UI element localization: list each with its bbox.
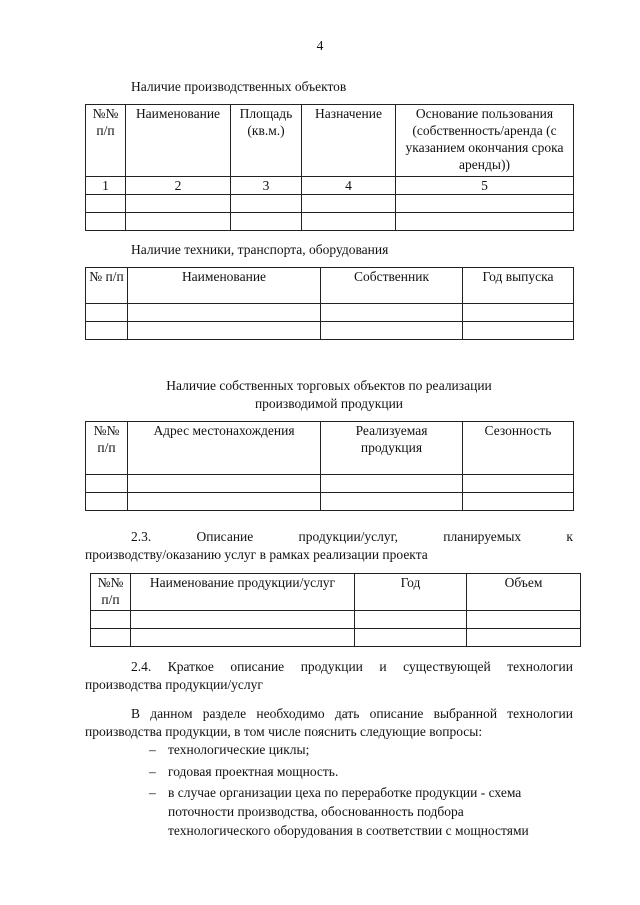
header-number: №№ п/п [86,422,128,475]
header-purpose: Назначение [302,105,396,177]
list-item-continuation: поточности производства, обоснованность подбора [168,804,464,819]
facilities-title: Наличие производственных объектов [131,79,347,94]
section-2-4-heading-line1: 2.4. Краткое описание продукции и существующей технологии [131,659,573,674]
header-year: Год выпуска [463,268,574,304]
header-product-name: Наименование продукции/услуг [131,574,355,611]
products-table [90,573,581,647]
intro-line2: производства продукции, в том числе пояснить следующие вопросы: [85,724,483,739]
column-number: 5 [396,177,574,195]
heading-word: продукции/услуг, [298,529,399,544]
table-row [86,304,574,322]
header-address: Адрес местонахождения [128,422,321,475]
heading-word: Описание [196,529,254,544]
header-number: №№ п/п [86,105,126,177]
table-row [86,322,574,340]
header-number: № п/п [86,268,128,304]
list-item: в случае организации цеха по переработке продукции - схема [168,785,522,800]
facilities-table [85,104,574,231]
header-volume: Объем [467,574,581,611]
header-year: Год [355,574,467,611]
table-header-row [91,574,581,611]
header-owner: Собственник [321,268,463,304]
section-number: 2.3. [131,529,152,544]
header-number: №№ п/п [91,574,131,611]
section-2-4-heading-line2: производства продукции/услуг [85,677,263,692]
table-row [86,475,574,493]
trade-table [85,421,574,511]
table-header-row [86,268,574,304]
column-number: 3 [231,177,302,195]
table-header-row [86,105,574,177]
column-number: 2 [126,177,231,195]
list-dash: – [149,785,156,800]
page-number: 4 [316,38,324,53]
header-season: Сезонность [463,422,574,475]
list-item-continuation: технологического оборудования в соответствии с мощностями [168,823,529,838]
table-header-row [86,422,574,475]
list-item: технологические циклы; [168,742,310,757]
list-dash: – [149,742,156,757]
table-row [86,195,574,213]
list-dash: – [149,764,156,779]
table-row [91,611,581,629]
table-row [91,629,581,647]
header-name: Наименование [126,105,231,177]
trade-title-line2: производимой продукции [254,396,404,411]
header-area: Площадь (кв.м.) [231,105,302,177]
equipment-table [85,267,574,340]
column-number: 1 [86,177,126,195]
header-name: Наименование [128,268,321,304]
trade-title-line1: Наличие собственных торговых объектов по реализации [166,378,492,393]
section-2-3-heading [131,528,573,545]
intro-line1: В данном разделе необходимо дать описание выбранной технологии [131,706,573,721]
equipment-title: Наличие техники, транспорта, оборудования [131,242,389,257]
list-item: годовая проектная мощность. [168,764,339,779]
header-basis: Основание пользования (собственность/аренда (с указанием окончания срока аренды)) [396,105,574,177]
column-number-row [86,177,574,195]
header-product: Реализуемая продукция [321,422,463,475]
column-number: 4 [302,177,396,195]
section-2-3-heading-line2: производству/оказанию услуг в рамках реализации проекта [85,547,428,562]
table-row [86,213,574,231]
table-row [86,493,574,511]
heading-word: к [566,529,573,544]
heading-word: планируемых [443,529,522,544]
